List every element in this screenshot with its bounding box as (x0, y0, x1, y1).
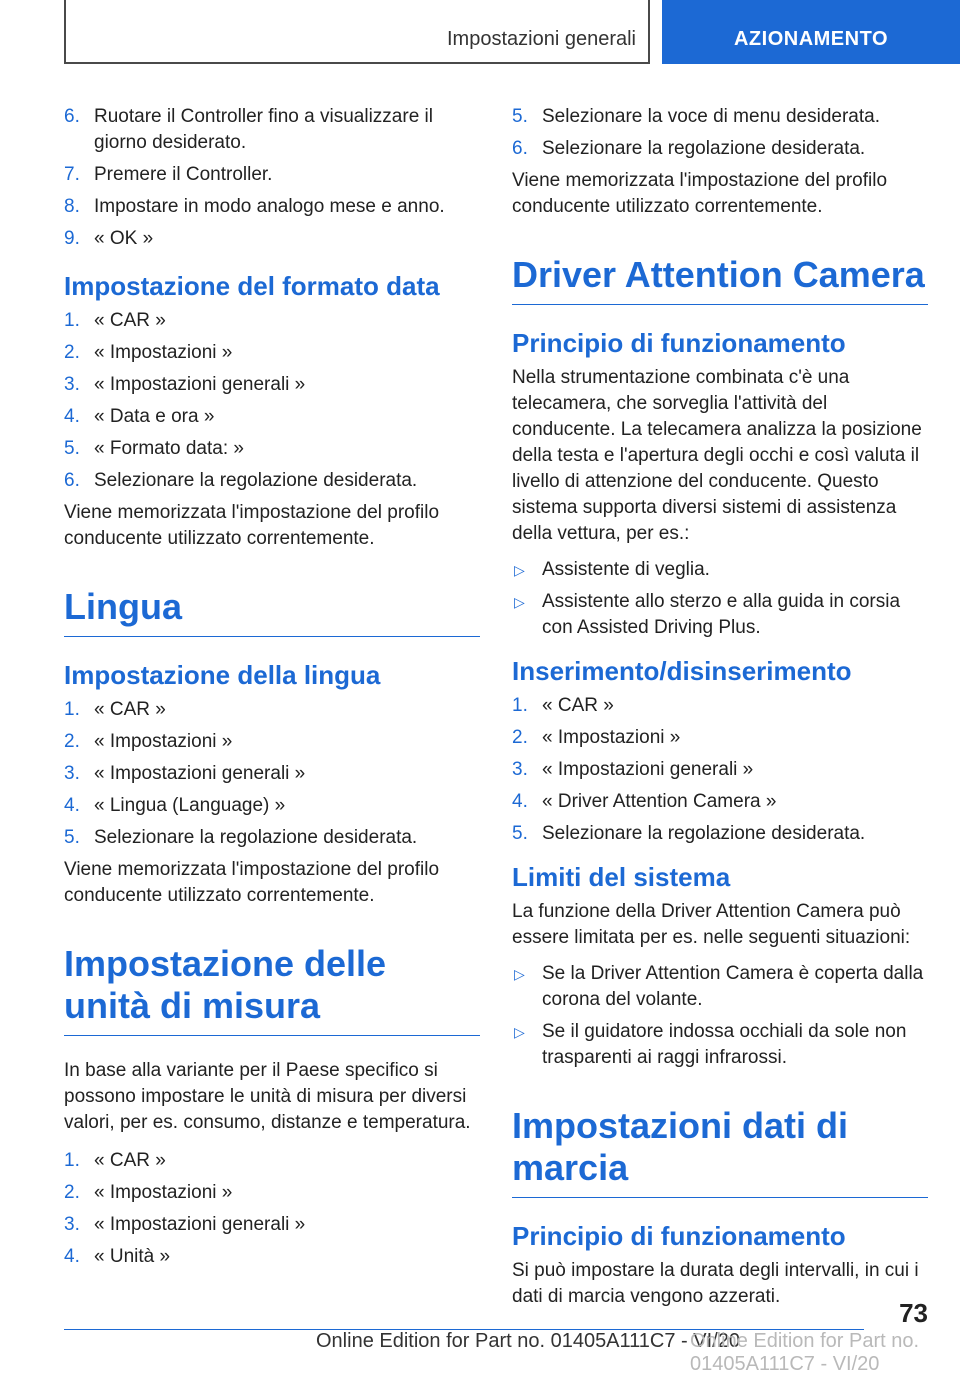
step-number: 2. (64, 342, 80, 363)
list-item (512, 725, 928, 751)
step-number: 5. (64, 827, 80, 848)
intro-units: In base alla variante per il Paese specifico si possono impostare le unità di misura per diversi valori, per es. consumo, distanze e temperatura. (64, 1060, 471, 1133)
step-text: « Data e ora » (94, 406, 215, 427)
step-text: « OK » (94, 228, 154, 249)
step-number: 2. (512, 727, 528, 748)
list-item (64, 104, 480, 156)
step-number: 4. (64, 1246, 80, 1267)
list-item (512, 789, 928, 815)
step-number: 1. (512, 695, 528, 716)
step-number: 4. (64, 795, 80, 816)
step-number: 1. (64, 1150, 80, 1171)
page-number: 73 (899, 1298, 928, 1328)
list-item (64, 340, 480, 366)
step-text: « Impostazioni » (542, 727, 681, 748)
step-text: « CAR » (94, 1150, 166, 1171)
step-list-language (64, 697, 480, 851)
step-text: « CAR » (542, 695, 614, 716)
note-continued: Viene memorizzata l'impostazione del profilo conducente utilizzato correntemente. (512, 170, 888, 217)
bullet-triangle-icon: ▷ (514, 1024, 525, 1040)
step-text: « Impostazioni generali » (94, 1214, 306, 1235)
list-item (64, 162, 480, 188)
list-item (64, 308, 480, 334)
list-item (64, 793, 480, 819)
step-text: « CAR » (94, 699, 166, 720)
bullet-triangle-icon: ▷ (514, 562, 525, 578)
step-list-date (64, 104, 480, 252)
list-item (512, 589, 928, 641)
step-number: 5. (512, 823, 528, 844)
step-text: « Unità » (94, 1246, 171, 1267)
heading-on-off: Inserimento/disinserimento (512, 656, 852, 686)
list-item (512, 136, 928, 162)
list-item (64, 825, 480, 851)
note-language: Viene memorizzata l'impostazione del profilo conducente utilizzato correntemente. (64, 859, 440, 906)
list-item (64, 1244, 480, 1270)
heading-date-format: Impostazione del formato data (64, 271, 440, 301)
step-text: Selezionare la regolazione desiderata. (542, 823, 866, 844)
step-number: 6. (64, 470, 80, 491)
step-number: 4. (512, 791, 528, 812)
step-number: 2. (64, 1182, 80, 1203)
step-text: « Driver Attention Camera » (542, 791, 777, 812)
list-item (64, 1148, 480, 1174)
heading-principle-2: Principio di funzionamento (512, 1221, 846, 1251)
list-item (512, 557, 928, 583)
heading-principle: Principio di funzionamento (512, 328, 846, 358)
list-item (512, 693, 928, 719)
step-number: 8. (64, 196, 80, 217)
bullet-triangle-icon: ▷ (514, 966, 525, 982)
list-item (64, 468, 480, 494)
step-text: Premere il Controller. (94, 164, 273, 185)
left-column (64, 104, 480, 1276)
step-list-on-off (512, 693, 928, 847)
step-text: Se il guidatore indossa occhiali da sole non trasparenti ai raggi infrarossi. (542, 1021, 907, 1068)
bullet-list-limits (512, 961, 928, 1071)
watermark: Online Edition for Part no. 01405A111C7 - VI/20 (690, 1330, 920, 1375)
step-number: 9. (64, 228, 80, 249)
text-limits: La funzione della Driver Attention Camera può essere limitata per es. nelle seguenti situazioni: (512, 901, 911, 948)
list-item (64, 372, 480, 398)
step-text: Selezionare la voce di menu desiderata. (542, 106, 880, 127)
heading-limits: Limiti del sistema (512, 862, 731, 892)
heading-trip-data-section: Impostazioni dati di marcia (512, 1105, 928, 1198)
step-number: 3. (512, 759, 528, 780)
step-number: 6. (512, 138, 528, 159)
list-item (64, 436, 480, 462)
text-principle: Nella strumentazione combinata c'è una telecamera, che sorveglia l'attività del conducente. La telecamera analizza la posizione della testa e l'apertura degli occhi e così valuta il livello di attenzione del conducente. Questo sistema supporta diversi sistemi di assistenza della vettura, per es.: (512, 367, 922, 544)
step-number: 3. (64, 374, 80, 395)
step-number: 6. (64, 106, 80, 127)
list-item (64, 404, 480, 430)
step-text: Assistente allo sterzo e alla guida in corsia con Assisted Driving Plus. (542, 591, 901, 638)
step-text: « Impostazioni » (94, 1182, 233, 1203)
heading-language: Impostazione della lingua (64, 660, 381, 690)
step-number: 3. (64, 1214, 80, 1235)
list-item (512, 757, 928, 783)
right-column (512, 104, 928, 1316)
text-principle-2: Si può impostare la durata degli intervalli, in cui i dati di marcia vengono azzerati. (512, 1260, 919, 1307)
heading-units-section: Impostazione delle unità di misura (64, 943, 480, 1036)
step-text: Selezionare la regolazione desiderata. (94, 470, 418, 491)
list-item (512, 104, 928, 130)
bullet-triangle-icon: ▷ (514, 594, 525, 610)
step-text: « CAR » (94, 310, 166, 331)
step-text: Ruotare il Controller fino a visualizzare il giorno desiderato. (94, 106, 433, 153)
step-text: « Impostazioni generali » (542, 759, 754, 780)
step-number: 7. (64, 164, 80, 185)
list-item (512, 961, 928, 1013)
note-date-format: Viene memorizzata l'impostazione del profilo conducente utilizzato correntemente. (64, 502, 440, 549)
bullet-list-assist (512, 557, 928, 641)
step-number: 1. (64, 699, 80, 720)
step-list-date-format (64, 308, 480, 494)
heading-language-section: Lingua (64, 586, 480, 637)
step-list-units (64, 1148, 480, 1270)
list-item (64, 697, 480, 723)
step-number: 3. (64, 763, 80, 784)
list-item (512, 1019, 928, 1071)
list-item (512, 821, 928, 847)
list-item (64, 226, 480, 252)
step-text: Selezionare la regolazione desiderata. (94, 827, 418, 848)
step-text: « Impostazioni generali » (94, 763, 306, 784)
step-text: Assistente di veglia. (542, 559, 710, 580)
step-number: 1. (64, 310, 80, 331)
step-number: 5. (64, 438, 80, 459)
edition-note: Online Edition for Part no. 01405A111C7 - VI/20 (316, 1330, 740, 1352)
list-item (64, 761, 480, 787)
step-text: Selezionare la regolazione desiderata. (542, 138, 866, 159)
step-list-continued (512, 104, 928, 162)
header-section-box (64, 0, 650, 64)
step-number: 4. (64, 406, 80, 427)
step-text: « Impostazioni » (94, 342, 233, 363)
list-item (64, 729, 480, 755)
list-item (64, 1180, 480, 1206)
heading-dac-section: Driver Attention Camera (512, 254, 928, 305)
step-text: « Impostazioni » (94, 731, 233, 752)
step-number: 2. (64, 731, 80, 752)
list-item (64, 1212, 480, 1238)
step-number: 5. (512, 106, 528, 127)
step-text: « Formato data: » (94, 438, 244, 459)
step-text: Impostare in modo analogo mese e anno. (94, 196, 445, 217)
header-chapter-title: AZIONAMENTO (733, 28, 888, 50)
header-section-title: Impostazioni generali (447, 28, 636, 50)
page-header (0, 0, 960, 66)
list-item (64, 194, 480, 220)
header-chapter-tab (662, 0, 960, 64)
step-text: « Impostazioni generali » (94, 374, 306, 395)
step-text: « Lingua (Language) » (94, 795, 286, 816)
step-text: Se la Driver Attention Camera è coperta dalla corona del volante. (542, 963, 924, 1010)
